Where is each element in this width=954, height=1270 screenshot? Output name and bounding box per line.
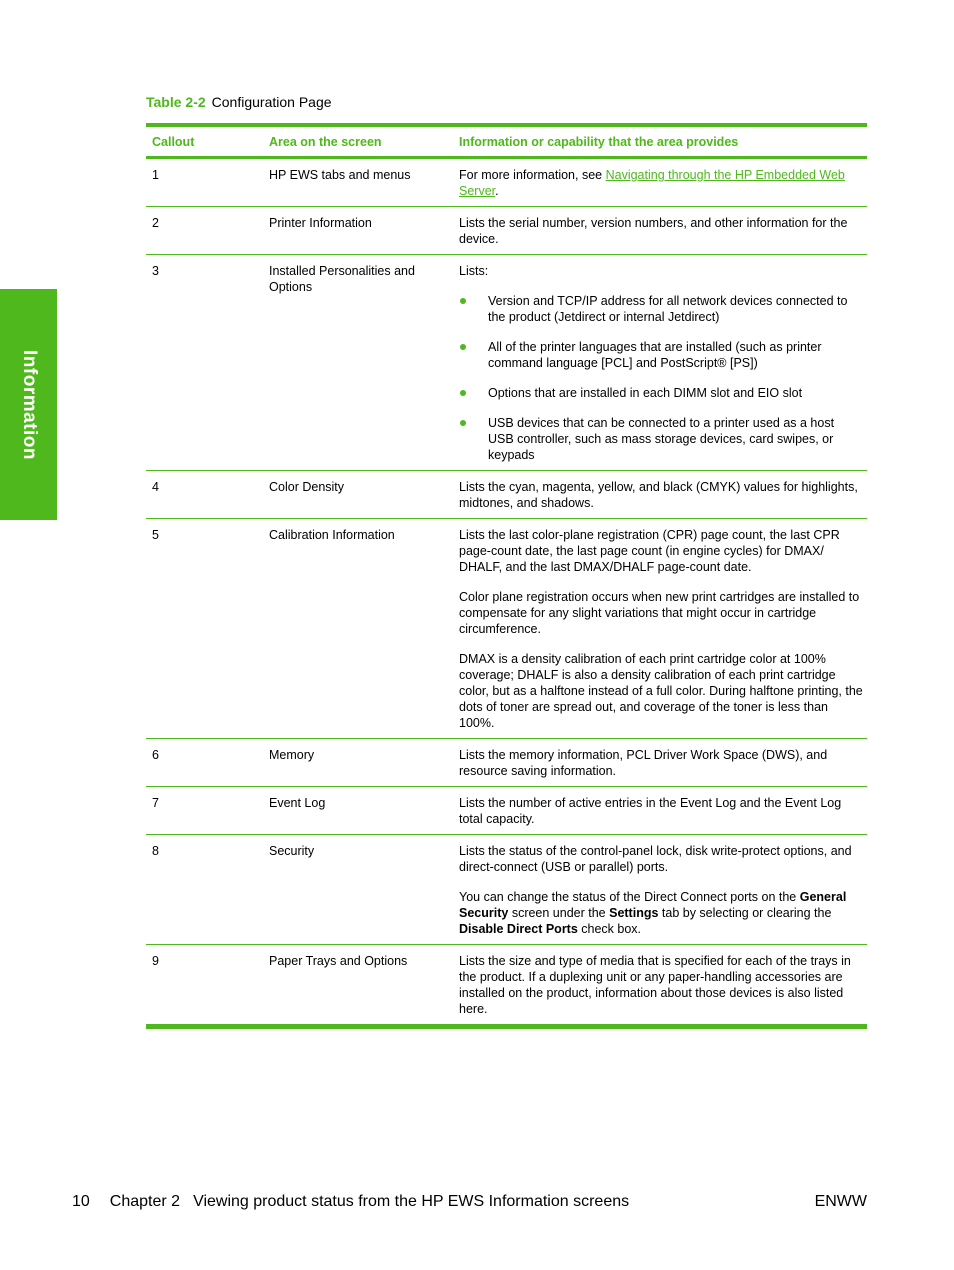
area-cell: Calibration Information (269, 528, 395, 542)
area-cell: HP EWS tabs and menus (269, 168, 411, 182)
table-row (146, 255, 867, 471)
info-cell (452, 527, 867, 731)
list-item-text: Version and TCP/IP address for all network devices connected to the product (Jetdirect or internal Jetdirect) (488, 294, 848, 324)
callout-cell: 4 (152, 480, 159, 494)
info-cell: Lists the size and type of media that is specified for each of the trays in the product. If a duplexing unit or any paper-handling accessories are installed on the product, information about those devices is also listed here. (459, 954, 851, 1016)
configuration-table (146, 123, 867, 1029)
callout-cell: 7 (152, 796, 159, 810)
header-area: Area on the screen (269, 135, 382, 149)
area-cell: Installed Personalities and Options (269, 264, 415, 294)
info-text: Lists: (459, 264, 489, 278)
table-row (146, 787, 867, 835)
table-caption (146, 94, 332, 110)
callout-cell: 8 (152, 844, 159, 858)
info-text: For more information, see (459, 168, 606, 182)
bold-run: General Security (459, 890, 847, 920)
bold-run: Settings (609, 906, 659, 920)
table-number: Table 2-2 (146, 94, 206, 110)
navigating-ews-link[interactable]: Navigating through the HP Embedded Web Server (459, 168, 845, 198)
section-side-tab (0, 289, 57, 520)
side-tab-label: Information (18, 349, 40, 460)
text-run: You can change the status of the Direct Connect ports on the (459, 890, 800, 904)
table-header-row (146, 127, 867, 159)
list-item (459, 385, 863, 401)
info-paragraph (459, 889, 863, 937)
list-item (459, 293, 863, 325)
footer-left (72, 1193, 629, 1211)
chapter-label: Chapter 2 (109, 1193, 181, 1210)
header-callout: Callout (152, 135, 195, 149)
bullet-icon (460, 420, 466, 426)
info-cell (452, 263, 867, 463)
callout-cell: 1 (152, 168, 159, 182)
text-run: screen under the (508, 906, 610, 920)
info-cell: Lists the serial number, version numbers, and other information for the device. (459, 216, 848, 246)
info-paragraph: Lists the status of the control-panel lock, disk write-protect options, and direct-connect (USB or parallel) ports. (459, 844, 852, 874)
area-cell: Printer Information (269, 216, 372, 230)
bold-run: Disable Direct Ports (459, 922, 578, 936)
callout-cell: 5 (152, 528, 159, 542)
table-row (146, 739, 867, 787)
info-cell: Lists the memory information, PCL Driver Work Space (DWS), and resource saving information. (459, 748, 828, 778)
area-cell: Color Density (269, 480, 345, 494)
text-run: tab by selecting or clearing the (658, 906, 832, 920)
area-cell: Event Log (269, 796, 326, 810)
info-paragraph: DMAX is a density calibration of each print cartridge color at 100% coverage; DHALF is also a density calibration of each print cartridge color, but as a halftone instead of a full color. During halftone printing, the dots of toner are spread out, and coverage of the toner is less than 100%. (459, 652, 863, 730)
area-cell: Paper Trays and Options (269, 954, 408, 968)
bullet-icon (460, 344, 466, 350)
bullet-list (459, 293, 863, 463)
locale-code: ENWW (814, 1193, 867, 1210)
table-row (146, 835, 867, 945)
list-item (459, 339, 863, 371)
table-row (146, 945, 867, 1024)
page-number: 10 (72, 1193, 90, 1210)
callout-cell: 9 (152, 954, 159, 968)
page-footer (72, 1193, 867, 1211)
list-item-text: USB devices that can be connected to a printer used as a host USB controller, such as mass storage devices, card swipes, or keypads (488, 416, 835, 462)
callout-cell: 6 (152, 748, 159, 762)
bullet-icon (460, 390, 466, 396)
table-row (146, 519, 867, 739)
info-cell (452, 843, 867, 937)
info-paragraph: Lists the last color-plane registration (CPR) page count, the last CPR page-count date, the last page count (in engine cycles) for DMAX/ DHALF, and the last DMAX/DHALF page-count date. (459, 528, 840, 574)
callout-cell: 3 (152, 264, 159, 278)
table-title: Configuration Page (211, 94, 332, 110)
list-item (459, 415, 863, 463)
text-run: check box. (577, 922, 642, 936)
header-information: Information or capability that the area provides (459, 135, 739, 149)
table-row (146, 471, 867, 519)
list-item-text: All of the printer languages that are installed (such as printer command language [PCL] and PostScript® [PS]) (488, 340, 822, 370)
bullet-icon (460, 298, 466, 304)
chapter-title: Viewing product status from the HP EWS Information screens (193, 1193, 630, 1210)
table-row (146, 159, 867, 207)
info-cell: Lists the number of active entries in the Event Log and the Event Log total capacity. (459, 796, 842, 826)
area-cell: Security (269, 844, 315, 858)
info-cell (452, 167, 867, 199)
area-cell: Memory (269, 748, 315, 762)
info-paragraph: Color plane registration occurs when new print cartridges are installed to compensate for any slight variations that might occur in cartridge circumference. (459, 590, 860, 636)
table-row (146, 207, 867, 255)
list-item-text: Options that are installed in each DIMM slot and EIO slot (488, 386, 803, 400)
info-cell: Lists the cyan, magenta, yellow, and black (CMYK) values for highlights, midtones, and shadows. (459, 480, 858, 510)
info-text: . (495, 184, 499, 198)
callout-cell: 2 (152, 216, 159, 230)
